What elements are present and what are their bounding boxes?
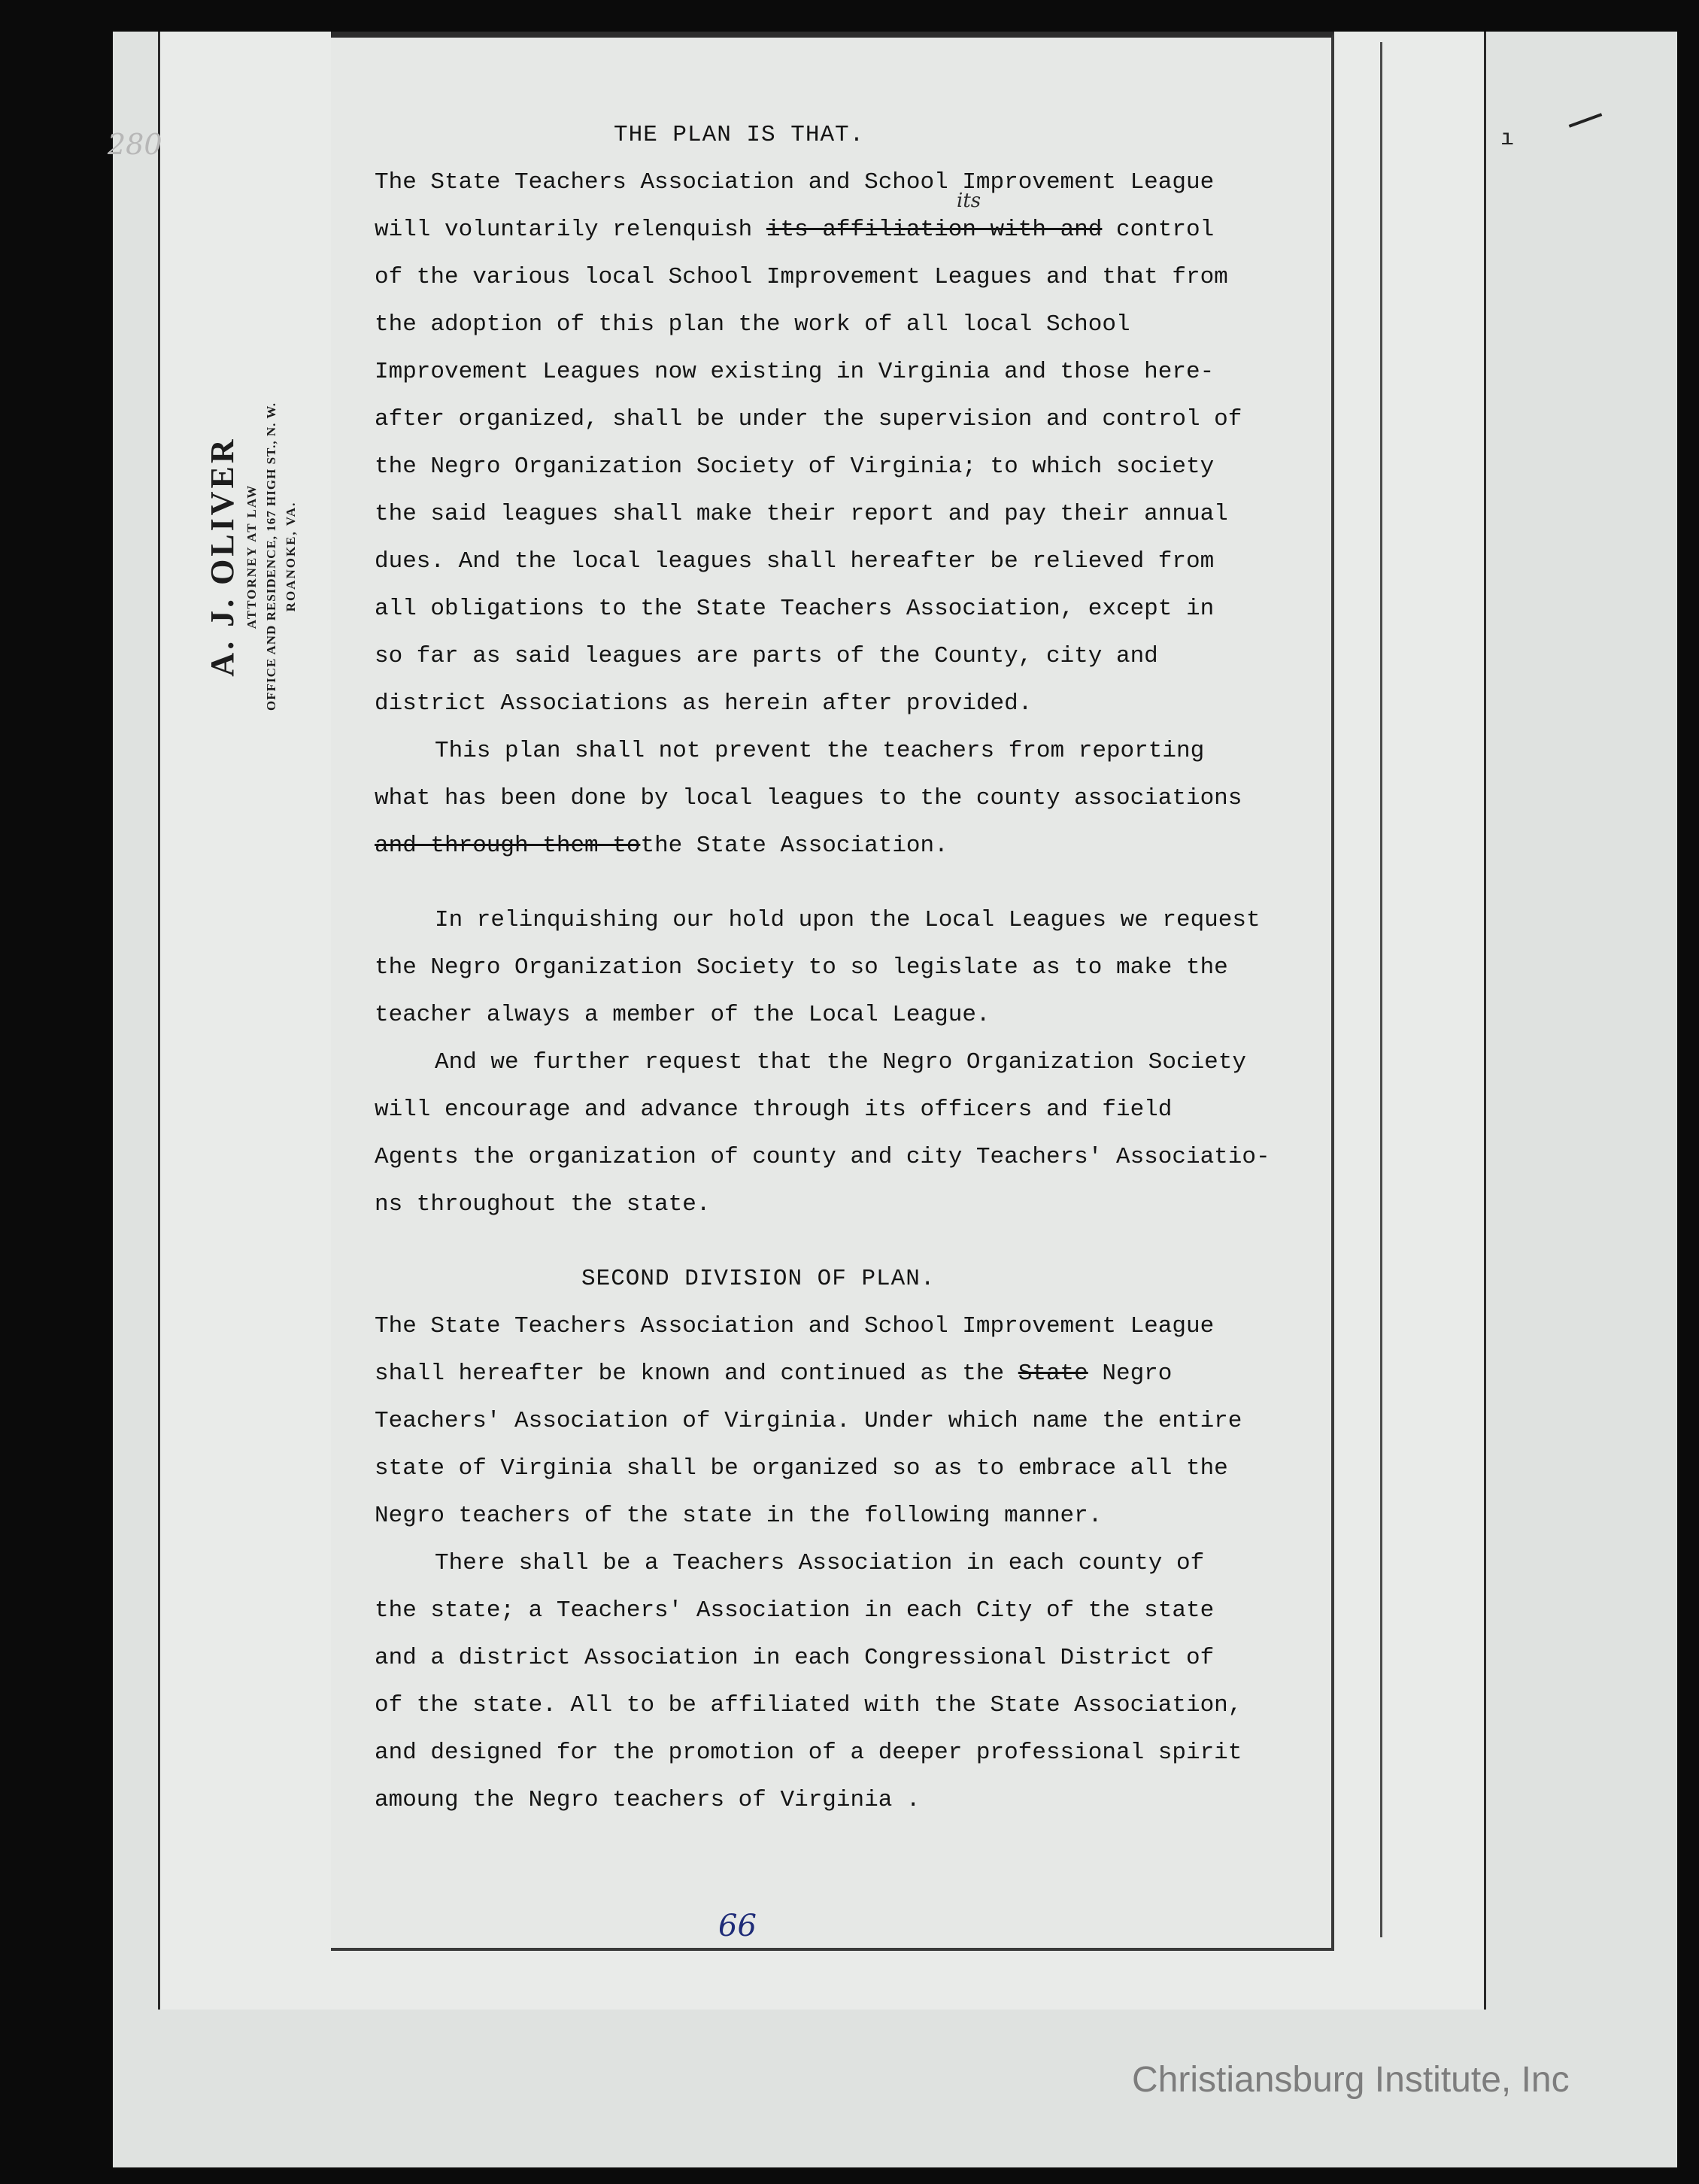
letterhead: [203, 271, 331, 842]
text-line: the adoption of this plan the work of all local School: [375, 311, 1130, 338]
text-line: In relinquishing our hold upon the Local Leagues we request: [435, 907, 1261, 933]
text-line: will encourage and advance through its officers and field: [375, 1097, 1173, 1123]
text-line: teacher always a member of the Local League.: [375, 1002, 991, 1028]
text-line: shall hereafter be known and continued as the State Negro: [375, 1360, 1173, 1387]
letterhead-address: OFFICE AND RESIDENCE, 167 HIGH ST., N. W.: [264, 402, 278, 711]
text-line: district Associations as herein after provided.: [375, 690, 1033, 717]
heading-plan: THE PLAN IS THAT.: [614, 122, 865, 148]
corner-mark: ı: [1500, 126, 1515, 152]
text-line: amoung the Negro teachers of Virginia .: [375, 1787, 921, 1813]
text-line: will voluntarily relenquish its affiliation with and control: [375, 217, 1215, 243]
text-line: the said leagues shall make their report and pay their annual: [375, 501, 1228, 527]
heading-second-division: SECOND DIVISION OF PLAN.: [581, 1266, 936, 1292]
text-line: Improvement Leagues now existing in Virginia and those here-: [375, 359, 1215, 385]
text-line: state of Virginia shall be organized so as to embrace all the: [375, 1455, 1228, 1482]
text-line: The State Teachers Association and School Improvement League: [375, 1313, 1215, 1339]
struck-text: State: [1018, 1360, 1088, 1387]
text-line: And we further request that the Negro Organization Society: [435, 1049, 1246, 1075]
text-line: dues. And the local leagues shall hereafter be relieved from: [375, 548, 1215, 575]
page-edge-rule: [1380, 42, 1382, 1937]
page-number: 66: [718, 1909, 757, 1943]
text-line: Teachers' Association of Virginia. Under which name the entire: [375, 1408, 1242, 1434]
document-body: [375, 111, 1322, 1824]
struck-text: and through them to: [375, 833, 641, 859]
text-line: after organized, shall be under the supervision and control of: [375, 406, 1242, 432]
letterhead-name: A. J. OLIVER: [204, 436, 241, 677]
text-line: the Negro Organization Society of Virginia; to which society: [375, 453, 1215, 480]
text-line: the state; a Teachers' Association in each City of the state: [375, 1597, 1215, 1624]
text-line: and designed for the promotion of a deeper professional spirit: [375, 1740, 1242, 1766]
text-line: so far as said leagues are parts of the County, city and: [375, 643, 1158, 669]
text-line: The State Teachers Association and School Improvement League: [375, 169, 1215, 196]
handwritten-insert: its: [957, 190, 981, 212]
text-line: of the state. All to be affiliated with the State Association,: [375, 1692, 1242, 1718]
text-line: Agents the organization of county and city Teachers' Associatio-: [375, 1144, 1270, 1170]
text-line: what has been done by local leagues to the county associations: [375, 785, 1242, 811]
text-line: the Negro Organization Society to so legislate as to make the: [375, 954, 1228, 981]
margin-annotation: 280: [108, 128, 162, 161]
text-line: There shall be a Teachers Association in each county of: [435, 1550, 1205, 1576]
watermark: Christiansburg Institute, Inc: [1132, 2060, 1570, 2100]
letterhead-city: ROANOKE, VA.: [284, 501, 298, 612]
text-line: Negro teachers of the state in the following manner.: [375, 1503, 1103, 1529]
text-line: and a district Association in each Congressional District of: [375, 1645, 1215, 1671]
letterhead-title: ATTORNEY AT LAW: [244, 484, 259, 629]
text-line: of the various local School Improvement Leagues and that from: [375, 264, 1228, 290]
text-line: This plan shall not prevent the teachers from reporting: [435, 738, 1205, 764]
text-line: and through them tothe State Association.: [375, 833, 948, 859]
struck-text: its affiliation with and: [766, 217, 1103, 243]
text-line: all obligations to the State Teachers Association, except in: [375, 596, 1215, 622]
text-line: ns throughout the state.: [375, 1191, 711, 1218]
